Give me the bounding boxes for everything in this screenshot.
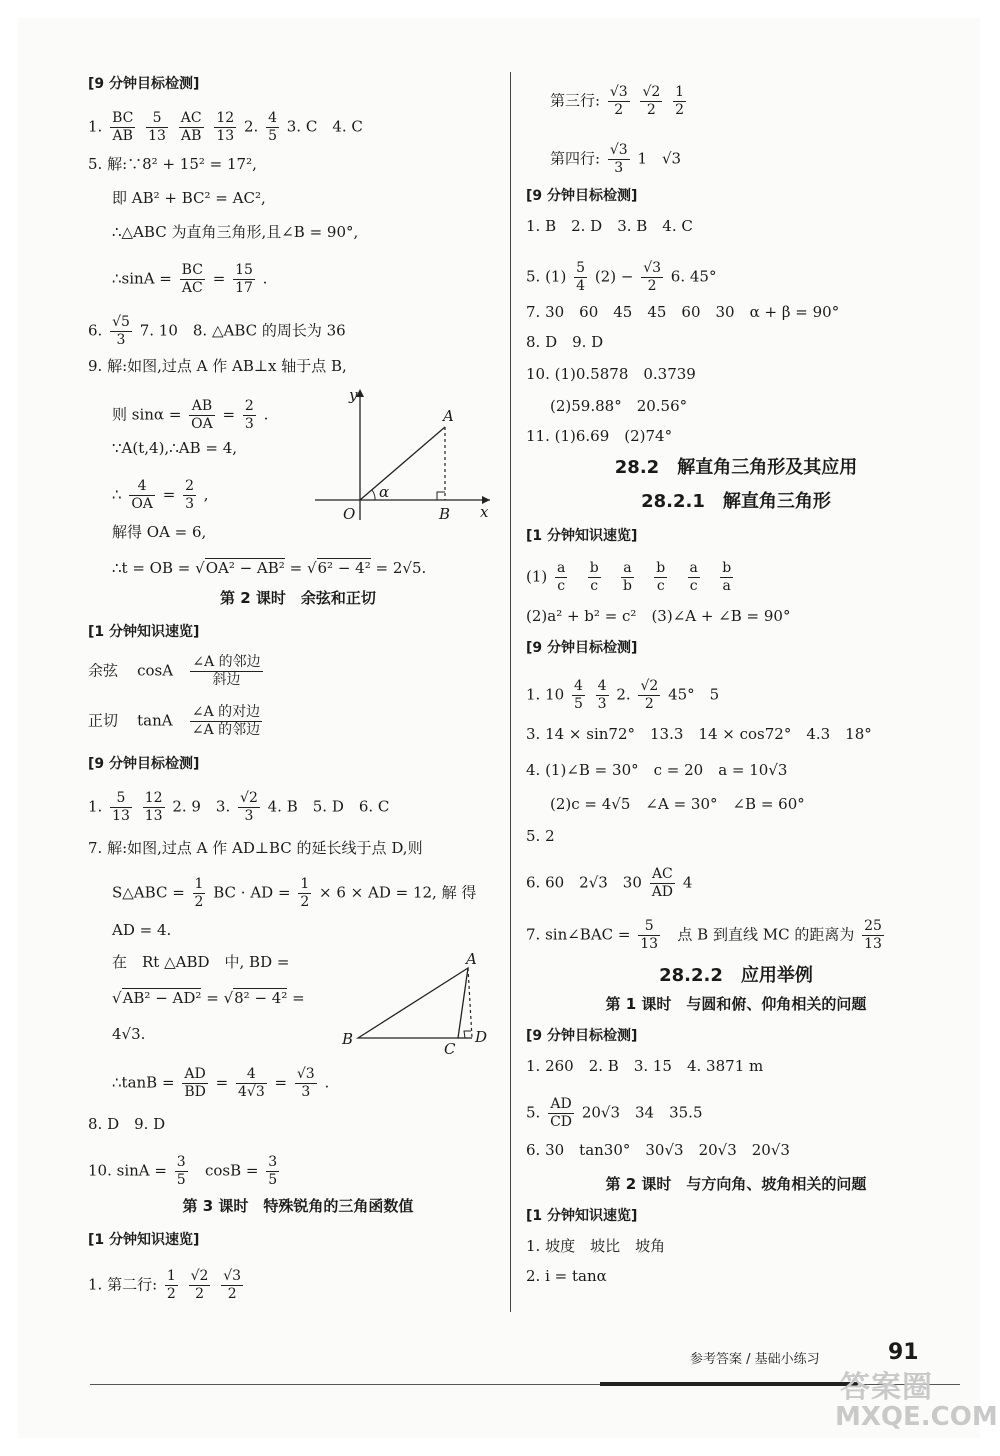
answer-line: (2)a² + b² = c² (3)∠A + ∠B = 90°	[526, 607, 791, 625]
right-angle-mark	[464, 1031, 471, 1038]
answer-line: 第三行: $\frac{√3}{2}$ $\frac{√2}{2}$ $\frac{1}{2}$	[550, 84, 684, 118]
chapter-heading: 28.2 解直角三角形及其应用	[614, 457, 858, 478]
answer-line: 则 sinα = $\frac{AB}{OA}$ = $\frac{2}{3}$ .	[112, 398, 269, 432]
section-label: [1 分钟知识速览]	[526, 528, 638, 544]
segment-oa	[360, 427, 445, 500]
label-x: x	[480, 503, 489, 521]
answer-line: 7. 30 60 45 45 60 30 α + β = 90°	[526, 303, 840, 321]
lesson-heading: 第 1 课时 与圆和俯、仰角相关的问题	[605, 995, 867, 1013]
lesson-heading: 第 2 课时 与方向角、坡角相关的问题	[605, 1175, 867, 1193]
fraction: $\frac{BC}{AB}$	[112, 110, 134, 144]
page-number: 91	[888, 1340, 919, 1365]
answer-line: 11. (1)6.69 (2)74°	[526, 427, 673, 445]
answer-line: ∴ $\frac{4}{OA}$ = $\frac{2}{3}$ ,	[112, 478, 209, 512]
watermark-url: MXQE.COM	[835, 1402, 998, 1432]
answer-line: 1. B 2. D 3. B 4. C	[526, 217, 693, 235]
answer-line: 1. 260 2. B 3. 15 4. 3871 m	[526, 1057, 764, 1075]
answer-line: 6. $\frac{√5}{3}$ 7. 10 8. △ABC 的周长为 36	[88, 314, 346, 348]
answer-line: 5. $\frac{AD}{CD}$ 20√3 34 35.5	[526, 1096, 703, 1130]
fraction: $\frac{4}{5}$	[268, 110, 277, 144]
angle-arc	[372, 490, 375, 500]
height-ad	[468, 968, 472, 1038]
section-label: [9 分钟目标检测]	[88, 756, 200, 772]
answer-line: 8. D 9. D	[88, 1115, 166, 1133]
answer-line: 在 Rt △ABD 中, BD =	[112, 953, 290, 971]
answer-line: 4. (1)∠B = 30° c = 20 a = 10√3	[526, 761, 788, 779]
answer-line: (2)59.88° 20.56°	[550, 397, 688, 415]
answer-line: √ AB² − AD² = √ 8² − 4² =	[112, 988, 305, 1008]
answer-line: 1. 第二行: $\frac{1}{2}$ $\frac{√2}{2}$ $\frac{√3}{2}$	[88, 1268, 242, 1302]
section-heading: 28.2.1 解直角三角形	[641, 491, 831, 512]
section-label: [9 分钟目标检测]	[526, 1028, 638, 1044]
fraction: $\frac{AC}{AB}$	[180, 110, 202, 144]
answer-line: 1. 10 $\frac{4}{5}$ $\frac{4}{3}$ 2. $\frac{√2}{2}$ 45° 5	[526, 678, 720, 712]
section-label: [1 分钟知识速览]	[526, 1208, 638, 1224]
answer-line: 5. (1) $\frac{5}{4}$ (2) − $\frac{√3}{2}$ 6. 45°	[526, 260, 717, 294]
answer-line: 3. 14 × sin72° 13.3 14 × cos72° 4.3 18°	[526, 725, 872, 743]
label-a: A	[466, 950, 477, 968]
answer-line: (1) $\frac{a}{c}$ $\frac{b}{c}$ $\frac{a}{b}$ $\frac{b}{c}$ $\frac{a}{c}$ $\frac{b}{a}$	[526, 560, 732, 594]
label-y: y	[349, 386, 358, 404]
lesson-heading: 第 3 课时 特殊锐角的三角函数值	[182, 1197, 414, 1215]
label-b: B	[439, 505, 451, 523]
right-angle-mark	[437, 492, 445, 500]
item-number: 1.	[88, 117, 103, 136]
answer-line: ∴t = OB = √ OA² − AB² = √ 6² − 4² = 2√5.	[112, 558, 426, 578]
answer-line: 9. 解:如图,过点 A 作 AB⊥x 轴于点 B,	[88, 357, 347, 375]
lesson-heading: 第 2 课时 余弦和正切	[220, 589, 376, 607]
answer-line: ∴tanB = $\frac{AD}{BD}$ = $\frac{4}{4√3}$ = $\frac{√3}{3}$ .	[112, 1066, 330, 1100]
watermark-logo: 答案圈	[840, 1370, 933, 1405]
answer-line: ∵A(t,4),∴AB = 4,	[112, 439, 238, 457]
triangle-abc	[358, 968, 468, 1038]
fraction: $\frac{12}{13}$	[216, 110, 235, 144]
answer-line: 解得 OA = 6,	[112, 523, 207, 541]
definition-cos: 余弦 cosA ∠A 的邻边 斜边	[88, 654, 261, 688]
answer-line: 即 AB² + BC² = AC²,	[112, 189, 266, 207]
answer-line: 2. i = tanα	[526, 1267, 607, 1285]
footer-label: 参考答案 / 基础小练习	[690, 1352, 820, 1367]
answer-line-1: 1. $\frac{BC}{AB}$ $\frac{5}{13}$ $\frac{AC}{AB}$ $\frac{12}{13}$ 2. $\frac{4}{5}$ 3. C 4. C	[88, 110, 363, 144]
answer-line: 5. 解:∵8² + 15² = 17²,	[88, 155, 257, 173]
section-heading: 28.2.2 应用举例	[659, 965, 813, 986]
footer-rule-thick	[600, 1382, 860, 1386]
label-alpha: α	[379, 483, 390, 501]
definition-tan: 正切 tanA ∠A 的对边 ∠A 的邻边	[88, 704, 261, 738]
coordinate-figure	[315, 385, 495, 525]
label-a: A	[443, 407, 454, 425]
answer-line: 8. D 9. D	[526, 333, 604, 351]
section-label: [9 分钟目标检测]	[526, 188, 638, 204]
section-label: [9 分钟目标检测]	[88, 76, 200, 92]
answer-line: 7. 解:如图,过点 A 作 AD⊥BC 的延长线于点 D,则	[88, 839, 423, 857]
answer-line: 1. 坡度 坡比 坡角	[526, 1237, 666, 1255]
answer-line: 1. $\frac{5}{13}$ $\frac{12}{13}$ 2. 9 3. $\frac{√2}{3}$ 4. B 5. D 6. C	[88, 790, 390, 824]
label-c: C	[444, 1040, 456, 1058]
answer-line: ∴△ABC 为直角三角形,且∠B = 90°,	[112, 223, 359, 241]
label-d: D	[475, 1028, 488, 1046]
fraction: $\frac{5}{13}$	[148, 110, 166, 144]
column-divider	[510, 72, 511, 1312]
triangle-figure	[338, 948, 498, 1060]
answer-line: 4√3.	[112, 1025, 146, 1043]
answer-line: AD = 4.	[112, 921, 172, 939]
section-label: [9 分钟目标检测]	[526, 640, 638, 656]
section-label: [1 分钟知识速览]	[88, 1232, 200, 1248]
answer-line: 10. sinA = $\frac{3}{5}$ cosB = $\frac{3}{5}$	[88, 1154, 278, 1188]
label-o: O	[343, 505, 356, 523]
section-label: [1 分钟知识速览]	[88, 624, 200, 640]
answer-line: S△ABC = $\frac{1}{2}$ BC · AD = $\frac{1}{2}$ × 6 × AD = 12, 解 得	[112, 876, 477, 910]
answer-line: 7. sin∠BAC = $\frac{5}{13}$ 点 B 到直线 MC 的距离为 $\frac{25}{13}$	[526, 918, 882, 952]
answer-line: 6. 60 2√3 30 $\frac{AC}{AD}$ 4	[526, 866, 693, 900]
answer-line: 6. 30 tan30° 30√3 20√3 20√3	[526, 1141, 790, 1159]
label-b: B	[342, 1030, 354, 1048]
answer-line: 10. (1)0.5878 0.3739	[526, 365, 696, 383]
answer-line: ∴sinA = $\frac{BC}{AC}$ = $\frac{15}{17}$ .	[112, 262, 268, 296]
answer-line: 第四行: $\frac{√3}{3}$ 1 √3	[550, 142, 682, 176]
answer-line: (2)c = 4√5 ∠A = 30° ∠B = 60°	[550, 795, 805, 813]
answer-line: 5. 2	[526, 827, 555, 845]
